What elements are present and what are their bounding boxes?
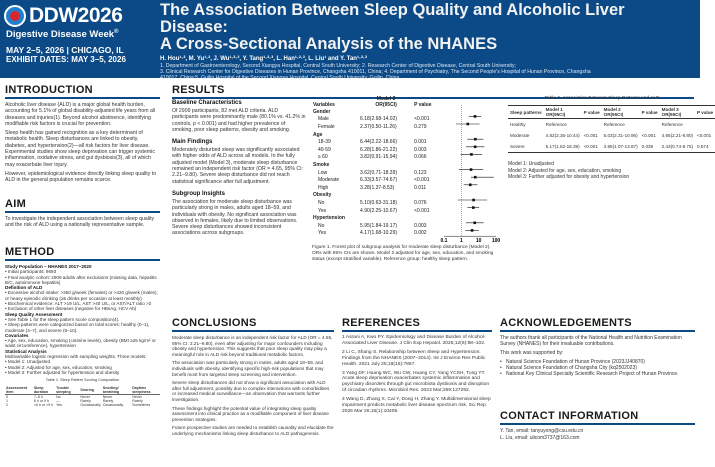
table-cell: 1 <box>6 398 8 403</box>
forest-p: 0.279 <box>414 123 427 130</box>
forest-caption-note: ORs with 95% CIs are shown. Model 2 adjusted for age, sex, education, and smoking status (except stratified variable). Reference group: healthy sleep pattern. <box>312 250 494 262</box>
table-cell: Reference <box>661 122 683 128</box>
reference-item: 4 Wang D, Zhang X, Cai Y, Dong H, Zhang Y. Multidimensional sleep impairment predicts metabolic liver disease spectrum risk. Sci Rep. 2025 Mar 26;15(1):10405. <box>342 397 491 414</box>
method-subheading: Statistical Analysis <box>5 348 47 354</box>
assoc-col-model2: Model 2 <box>603 107 621 113</box>
method-line: • See Table 1 for the sleep pattern score composition(4). <box>5 316 120 322</box>
assoc-col-or: OR(95CI) <box>661 112 682 118</box>
or-point <box>470 168 473 171</box>
support-intro: This work was supported by: <box>500 350 564 356</box>
aim-heading: AIM <box>5 198 160 213</box>
forest-p <box>413 108 440 116</box>
forest-col-model: Model 2 <box>376 96 396 102</box>
forest-group-row <box>312 192 440 200</box>
forest-group-row <box>312 108 440 116</box>
contact-email-line: L. Liu, email: ulicom3737@163.com <box>500 435 580 441</box>
forest-subgroup-row <box>312 184 440 192</box>
or-point <box>474 115 477 118</box>
forest-p: <0.001 <box>414 116 430 123</box>
forest-subgroup-row <box>312 176 440 184</box>
forest-or: 6.28(1.86-21.22) <box>360 146 398 153</box>
method-line: • Final analytic cohort: 2909 adults after exclusions (missing data, hepatitis B/C, autoimmune hepatitis) <box>5 274 157 285</box>
forest-or <box>359 131 413 139</box>
subgroup-heading: Subgroup Insights <box>172 190 225 197</box>
forest-p: 0.123 <box>414 169 427 176</box>
method-line: • Model 3: Further adjusted for hypertension and obesity <box>5 369 120 375</box>
affiliations <box>160 63 696 82</box>
assoc-col-p: P value <box>697 109 714 115</box>
forest-subgroup-row <box>312 154 440 162</box>
sleep-score-col: Assessment item <box>5 386 33 395</box>
forest-or: 3.28(1.37-8.53) <box>360 184 395 191</box>
forest-subgroup-row <box>312 123 440 131</box>
acknowledgements-text: The authors thank all participants of the National Health and Nutrition Examination Survey (NHANES) for their invaluable contributions. <box>500 335 682 347</box>
forest-or: 6.33(3.57-74.67) <box>360 177 398 184</box>
table-cell: Never <box>80 394 91 399</box>
method-line: • Model 1: Unadjusted <box>5 359 51 365</box>
forest-p: 0.001 <box>414 139 427 146</box>
sleep-score-col: Snoring <box>79 386 101 395</box>
contact-heading: CONTACT INFORMATION <box>500 410 695 425</box>
forest-subgroup-row <box>312 207 440 215</box>
or-point <box>469 184 472 187</box>
x-tick-label: 0.1 <box>440 238 448 245</box>
assoc-col-model1: Model 1 <box>545 107 563 113</box>
forest-subgroup-row <box>312 222 440 230</box>
forest-label: No <box>318 199 325 206</box>
conclusion-paragraph: Moderate sleep disturbance is an independent risk factor for ALD (OR = 4.65, 95% CI: 2.21–9.80), even after adjusting for major confounders including obesity and hypertension. This suggests that poor sleep quality may play a meaningful role in ALD risk beyond traditional metabolic factors. <box>172 335 333 357</box>
note-line: Model 1: Unadjusted <box>508 161 554 168</box>
ddw-logo-mark-icon <box>4 5 26 27</box>
table-cell <box>582 119 602 131</box>
assoc-col-sleep: Sleep patterns <box>510 109 542 115</box>
assoc-col-model3: Model 3 <box>661 107 679 113</box>
method-line: • Sleep patterns were categorized based on total scores: healthy (0–1), moderate (4–7), and severe (8–10). <box>5 322 150 333</box>
conclusion-paragraph: Future prospective studies are needed to establish causality and elucidate the underlying mechanisms linking sleep disturbance to ALD pathogenesis. <box>172 425 334 436</box>
table-cell: <0.001 <box>583 144 598 150</box>
poster-title <box>160 2 696 53</box>
table-cell: — <box>56 398 60 403</box>
title-block <box>160 2 696 82</box>
forest-p: 0.066 <box>414 154 427 161</box>
table-cell: <0.001 <box>583 133 598 139</box>
ddw-logo <box>4 4 152 72</box>
forest-plot-chart <box>440 105 500 257</box>
forest-p: 0.003 <box>414 146 427 153</box>
or-point <box>474 138 477 141</box>
forest-col-p: P value <box>414 102 432 108</box>
conclusions-section <box>172 317 334 440</box>
forest-group-row <box>312 131 440 139</box>
acknowledgements-section <box>500 317 695 377</box>
forest-subgroup-row <box>312 199 440 207</box>
forest-label: Moderate <box>318 177 340 184</box>
x-tick-label: 10 <box>475 238 482 245</box>
table-cell: Yes <box>56 402 62 407</box>
sleep-score-col: Snorting/ breathing <box>102 386 131 395</box>
or-point <box>467 123 470 126</box>
table-cell: 7–8 h <box>33 394 43 399</box>
assoc-col-p: P value <box>583 109 600 115</box>
assoc-col-p: P value <box>641 109 658 115</box>
or-point <box>470 153 473 156</box>
intro-paragraph: Sleep health has gained recognition as a key determinant of metabolic health. Sleep disturbances are linked to obesity, diabetes, and hypertension(2)—all risk factors for liver disease. Experimental studies show sleep deprivation can trigger systemic inflammation, oxidative stress, and gut dysbiosis(3), all of which may exacerbate liver injury. <box>5 130 155 168</box>
method-section <box>5 246 160 407</box>
forest-label: No <box>318 222 325 229</box>
table-cell: 0.039 <box>641 144 654 150</box>
table-row <box>508 141 715 153</box>
method-line: • Excessive alcohol intake: >350 g/week (females) or >420 g/week (males), or heavy episodic drinking (≥5 drinks per occasion at least monthly) <box>5 290 158 301</box>
conclusions-heading: CONCLUSIONS <box>172 317 334 332</box>
method-line: • Model 2: Adjusted for age, sex, education, smoking <box>5 364 112 370</box>
forest-or: 5.10(0.63-31.18) <box>360 199 398 206</box>
table-cell <box>695 119 715 131</box>
forest-label: ≥ 60 <box>318 154 328 161</box>
table-cell: Occasionally <box>102 402 124 407</box>
or-point <box>472 206 475 209</box>
sleep-score-col: Sleep duration <box>33 386 55 395</box>
forest-label: Male <box>318 116 329 123</box>
forest-plot-figure <box>312 96 500 262</box>
sleep-score-col: Trouble sleeping <box>55 386 79 395</box>
method-line: Multivariable logistic regression with sampling weights. Three models: <box>5 354 147 360</box>
references-section <box>342 317 492 418</box>
intro-paragraph: However, epidemiological evidence directly linking sleep quality to ALD in the general population remains scarce. <box>5 170 157 184</box>
forest-p <box>413 131 440 139</box>
sleep-pattern-label: Severe <box>510 144 525 150</box>
table-cell: 5.03(2.31-10.96) <box>603 133 638 139</box>
method-text <box>5 264 160 375</box>
method-line: • Age, sex, education, smoking (cotinine levels), obesity (BMI ≥25 kg/m² or waist circumference), hypertension <box>5 338 156 349</box>
forest-p: <0.001 <box>414 207 430 214</box>
table-cell: No <box>56 394 61 399</box>
registered-mark: ® <box>114 29 119 35</box>
sleep-score-table <box>5 386 160 407</box>
funding-item: • Natural Science Foundation of Changsha City (kq2502023) <box>500 365 695 371</box>
forest-p: 0.076 <box>414 199 427 206</box>
forest-subgroup-row <box>312 146 440 154</box>
forest-p <box>413 192 440 200</box>
table-cell: Reference <box>545 122 567 128</box>
forest-or: 6.18(2.68-14.02) <box>360 116 398 123</box>
or-point <box>474 176 477 179</box>
forest-or: 5.95(1.84-19.17) <box>360 222 398 229</box>
forest-p: <0.001 <box>414 177 430 184</box>
forest-label: Female <box>318 123 335 130</box>
forest-or <box>359 192 413 200</box>
table-cell: Never <box>102 394 113 399</box>
method-subheading: Definition of ALD <box>5 285 43 291</box>
baseline-heading: Baseline Characteristics <box>172 100 242 106</box>
association-table <box>508 105 715 153</box>
reference-item: 3 Yang DF, Huang WC, Wu CW, Huang CY, Yang YCSH, Tung YT. Acute sleep deprivation exacerbates systemic inflammation and psychiatry disorders through gut microbiota dysbiosis and disruption of circadian rhythms. Microbiol Res. 2023 Mar;269:127292. <box>342 370 490 394</box>
findings-heading: Main Findings <box>172 139 213 146</box>
or-point <box>473 222 476 225</box>
forest-label: Yes <box>318 207 327 214</box>
or-point <box>471 229 474 232</box>
forest-label: Hypertension <box>313 215 345 222</box>
authors: H. Hou¹·², M. Yu¹·², J. Wu¹·²·³, Y. Tang¹·²·³, L. Han¹·²·³, L. Liu¹ and Y. Tan¹·²·³ <box>160 56 367 62</box>
logo-subtitle: Digestive Disease Week <box>6 29 115 41</box>
table-cell: 4.82(2.35-10.44) <box>545 133 580 139</box>
forest-or: 3.62(0.71-18.39) <box>360 169 398 176</box>
funding-item: • National Key Clinical Specialty Scientific Research Project of Hunan Province. <box>500 371 695 377</box>
exhibit-dates: EXHIBIT DATES: MAY 3–5, 2026 <box>6 55 126 65</box>
acknowledgements-heading: ACKNOWLEDGEMENTS <box>500 317 695 332</box>
table-cell: Rarely <box>80 398 91 403</box>
forest-p: 0.003 <box>414 222 427 229</box>
method-subheading: Study Population – NHANES 2017–2020 <box>5 264 92 269</box>
forest-or: 4.17(1.68-10.29) <box>360 230 398 237</box>
forest-p: 0.002 <box>414 230 427 237</box>
reference-item: 2 Li C, Shang S. Relationship between Sleep and Hypertension: Findings from the NHANES (2007–2014). Int J Environ Res Public Health. 2021 July 25;18(15):7867. <box>342 349 486 367</box>
forest-p: 0.011 <box>414 184 427 191</box>
funding-list <box>500 359 695 377</box>
table-cell: Rarely <box>102 398 114 403</box>
forest-label: 18-39 <box>318 139 331 146</box>
method-subheading: Covariates <box>5 332 29 338</box>
forest-col-variables: Variables <box>313 102 335 108</box>
method-subheading: Sleep Quality Assessment <box>5 311 63 317</box>
table-cell: Never <box>132 394 142 399</box>
table-row <box>508 130 715 141</box>
references-heading: REFERENCES <box>342 317 492 332</box>
forest-subgroup-row <box>312 230 440 238</box>
or-point <box>474 146 477 149</box>
forest-group-row <box>312 214 440 222</box>
conclusion-paragraph: Severe sleep disturbances did not show a significant association with ALD after full adjustment, possibly due to complex interactions with comorbidities or increased medical surveillance—an observation that warrants further investigation. <box>172 380 330 402</box>
table-cell: Rarely <box>132 398 143 403</box>
results-heading: RESULTS <box>172 84 694 99</box>
contact-section <box>500 410 695 442</box>
forest-label: Age <box>313 131 323 138</box>
table-cell: Sometimes <box>132 402 151 407</box>
forest-or: 3.82(0.91-15.94) <box>360 154 398 161</box>
contact-email-line: Y. Tan, email: tanyuyong@csu.edu.cn <box>500 428 584 434</box>
method-line: • Exclusion of other liver diseases (negative for HBsAg, HCV Ab) <box>5 306 137 312</box>
forest-subgroup-row <box>312 116 440 124</box>
forest-plot-table <box>312 96 440 237</box>
intro-paragraph: Alcoholic liver disease (ALD) is a major global health burden, accounting for 5.1% of global disability-adjusted life years from all diseases and injuries(1). Beyond alcohol abstinence, identifying modifiable risk factors is crucial for prevention. <box>5 102 156 127</box>
introduction-section <box>5 84 160 187</box>
funding-item: • Natural Science Foundation of Hunan Province (2023JJ40870) <box>500 359 695 365</box>
forest-p <box>413 214 440 222</box>
table-cell: <6 h or >9 h <box>33 402 54 407</box>
sleep-pattern-label: Healthy <box>510 122 526 128</box>
table-row <box>5 403 160 407</box>
method-line: • Initial participants: 9693 <box>5 269 57 275</box>
or-point <box>472 199 475 202</box>
forest-label: 40-59 <box>318 146 331 153</box>
table-cell: 6 h or 9 h <box>33 398 50 403</box>
forest-label: Gender <box>313 108 331 115</box>
conclusion-paragraph: The association was particularly strong in males, adults aged 18–59, and individuals with obesity, identifying specific high-risk populations that may benefit most from targeted sleep screening and intervention. <box>172 360 324 377</box>
affiliation-line: 1. Department of Gastroenterology, Second Xiangya Hospital, Central South University; 2. Research Center of Digestive Disease, Central South University; <box>160 63 516 69</box>
title-line-2: A Cross-Sectional Analysis of the NHANES <box>160 35 498 53</box>
table-cell: 0 <box>6 394 8 399</box>
conference-dates: MAY 2–5, 2026 | CHICAGO, IL <box>6 45 124 56</box>
findings-text: Moderately disturbed sleep was significantly associated with higher odds of ALD across all models. In the fully adjusted model (Model 3), moderate sleep disturbance remained an independent risk factor (OR = 4.65, 95% CI: 2.21–9.80). Severe sleep disturbance did not reach statistical significance after full adjustment. <box>172 147 304 185</box>
note-line: Model 2: Adjusted for age, sex, education, smoking <box>508 167 622 174</box>
title-line-1: The Association Between Sleep Quality and Alcoholic Liver Disease: <box>160 1 625 36</box>
results-text <box>172 98 306 237</box>
sleep-score-col: Daytime sleepiness <box>131 386 160 395</box>
baseline-text: Of 2909 participants, 82 met ALD criteria. ALD participants were predominantly male (80.1% vs. 41.2% in controls, p < 0.001) and had higher prevalence of smoking, poor sleep patterns, obesity and smoking. <box>172 108 306 133</box>
conclusion-paragraph: These findings highlight the potential value of integrating sleep quality assessment into clinical practice as a modifiable component of liver disease prevention strategies. <box>172 405 329 422</box>
sleep-score-table-caption: Table 1. Sleep Pattern Scoring Composition <box>45 378 120 383</box>
reference-item: 1 Asrani A, Kwo PY. Epidemiology and Disease Burden of Alcohol-Associated Liver Disease. J Clin Exp Hepatol. 2025;12(6):88–102. <box>342 335 486 346</box>
forest-label: Low <box>318 169 328 176</box>
forest-or <box>359 161 413 169</box>
aim-text: To investigate the independent association between sleep quality and the risk of ALD using a nationally representative sample. <box>5 216 155 229</box>
forest-p <box>413 161 440 169</box>
forest-or: 2.37(0.50-11.26) <box>360 123 397 130</box>
forest-col-ci: OR(95CI) <box>375 102 397 108</box>
table-cell: Reference <box>603 122 625 128</box>
table-cell: 5.17(1.52-18.39) <box>545 144 580 150</box>
forest-label: Obesity <box>313 192 332 199</box>
forest-or: 6.44(2.22-18.66) <box>360 139 398 146</box>
table-row <box>508 119 715 131</box>
forest-group-row <box>312 161 440 169</box>
association-table-block <box>508 96 714 181</box>
table-cell <box>640 119 660 131</box>
forest-label: Smoke <box>313 161 330 168</box>
subgroup-text: The association for moderate sleep disturbance was particularly strong in males, adults aged 18–59, and individuals with obesity. No significant association was observed in females, likely due to limited observations. Severe sleep disturbances showed inconsistent associations across subgroups. <box>172 198 298 237</box>
association-notes <box>508 161 696 180</box>
affiliation-line: 410017, China;5. Guilin Hospital of the Second Xiangya Hospital, Central South University, Guilin, China. <box>160 75 401 82</box>
table-cell: 2 <box>6 402 8 407</box>
introduction-heading: INTRODUCTION <box>5 84 160 99</box>
sleep-pattern-label: Moderate <box>510 133 530 139</box>
table-cell: Occasionally <box>80 402 101 407</box>
table-cell: 4.65(2.21-9.80) <box>661 133 694 139</box>
forest-subgroup-row <box>312 169 440 177</box>
x-tick-label: 100 <box>491 238 501 245</box>
table-cell: 0.574 <box>697 144 709 150</box>
association-table-title: Table 2. Association Between Sleep Patterns and ALD <box>544 96 660 101</box>
assoc-col-or: OR(95CI) <box>545 112 566 118</box>
forest-or <box>359 108 413 116</box>
logo-text: DDW2026 <box>29 4 123 27</box>
forest-label: Yes <box>318 230 327 237</box>
note-line: Model 3: Further adjusted for obesity and hypertension <box>508 174 630 181</box>
forest-or <box>359 214 413 222</box>
aim-section <box>5 198 160 229</box>
method-heading: METHOD <box>5 246 160 261</box>
forest-or: 4.90(2.25-10.67) <box>360 207 398 214</box>
forest-caption: Figure 1. Forest plot of subgroup analysis for moderate sleep disturbance (Model 2). <box>312 245 491 251</box>
table-cell: 3.86(1.07-13.87) <box>603 144 638 150</box>
assoc-col-or: OR(95CI) <box>603 112 624 118</box>
affiliation-line: 3. Clinical Research Center for Digestive Diseases in Hunan Province, Changsha 410011, China; 4. Department of Psychiatry, The Second People's Hospital of Hunan Province, Changsha <box>160 69 591 76</box>
forest-subgroup-row <box>312 138 440 146</box>
x-tick-label: 1 <box>459 238 463 245</box>
table-cell: 2.43(0.74-8.75) <box>661 144 694 150</box>
table-cell: <0.001 <box>641 133 656 139</box>
forest-label: High <box>318 184 329 191</box>
table-cell: <0.001 <box>697 133 712 139</box>
poster-header <box>0 0 700 82</box>
method-line: • Biochemical evidence: ALT >19 U/L, AST >40 U/L, or AST/ALT ratio >2 <box>5 301 152 307</box>
